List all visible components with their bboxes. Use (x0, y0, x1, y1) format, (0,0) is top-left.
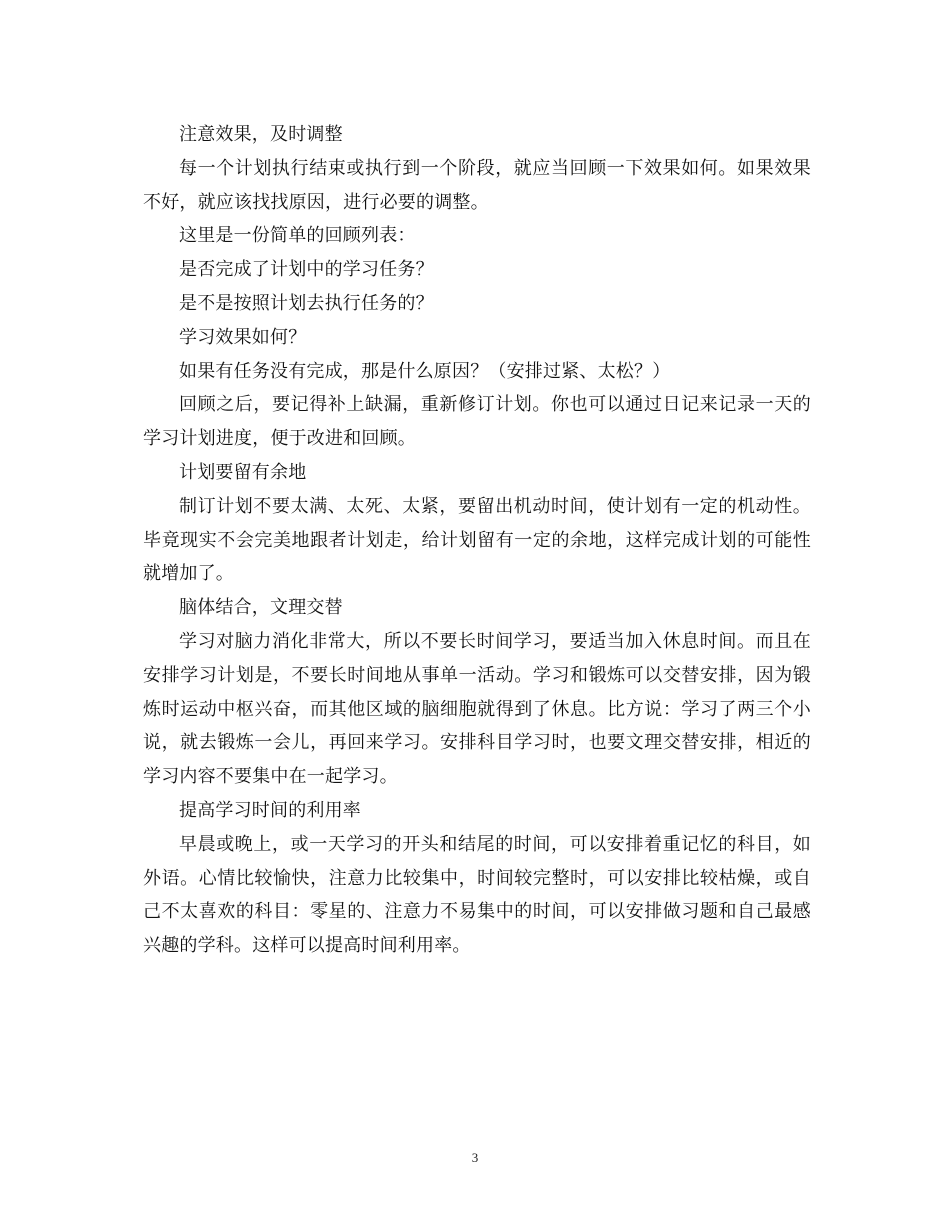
section-heading: 计划要留有余地 (179, 461, 307, 483)
body-paragraph: 回顾之后，要记得补上缺漏，重新修订计划。你也可以通过日记来记录一天的学习计划进度，便于改进和回顾。 (143, 394, 811, 450)
document-body (143, 118, 811, 963)
body-paragraph: 制订计划不要太满、太死、太紧，要留出机动时间，使计划有一定的机动性。毕竟现实不会完美地跟者计划走，给计划留有一定的余地，这样完成计划的可能性就增加了。 (143, 495, 811, 585)
review-list-item: 学习效果如何？ (179, 326, 307, 348)
section-heading: 提高学习时间的利用率 (179, 799, 361, 821)
body-paragraph: 这里是一份简单的回顾列表： (179, 225, 416, 247)
review-list-item: 是否完成了计划中的学习任务？ (179, 259, 434, 281)
section-heading: 脑体结合，文理交替 (179, 597, 343, 619)
page-number: 3 (471, 1150, 479, 1165)
review-list-item: 如果有任务没有完成，那是什么原因？（安排过紧、太松？） (179, 360, 671, 382)
body-paragraph: 每一个计划执行结束或执行到一个阶段，就应当回顾一下效果如何。如果效果不好，就应该找找原因，进行必要的调整。 (143, 157, 811, 213)
body-paragraph: 学习对脑力消化非常大，所以不要长时间学习，要适当加入休息时间。而且在安排学习计划是，不要长时间地从事单一活动。学习和锻炼可以交替安排，因为锻炼时运动中枢兴奋，而其他区域的脑细胞就得到了休息。比方说：学习了两三个小说，就去锻炼一会儿，再回来学习。安排科目学习时，也要文理交替安排，相近的学习内容不要集中在一起学习。 (143, 630, 811, 788)
section-heading: 注意效果，及时调整 (179, 124, 343, 145)
body-paragraph: 早晨或晚上，或一天学习的开头和结尾的时间，可以安排着重记忆的科目，如外语。心情比较愉快，注意力比较集中，时间较完整时，可以安排比较枯燥，或自己不太喜欢的科目：零星的、注意力不易集中的时间，可以安排做习题和自己最感兴趣的学科。这样可以提高时间利用率。 (143, 833, 811, 957)
review-list-item: 是不是按照计划去执行任务的？ (179, 292, 434, 314)
